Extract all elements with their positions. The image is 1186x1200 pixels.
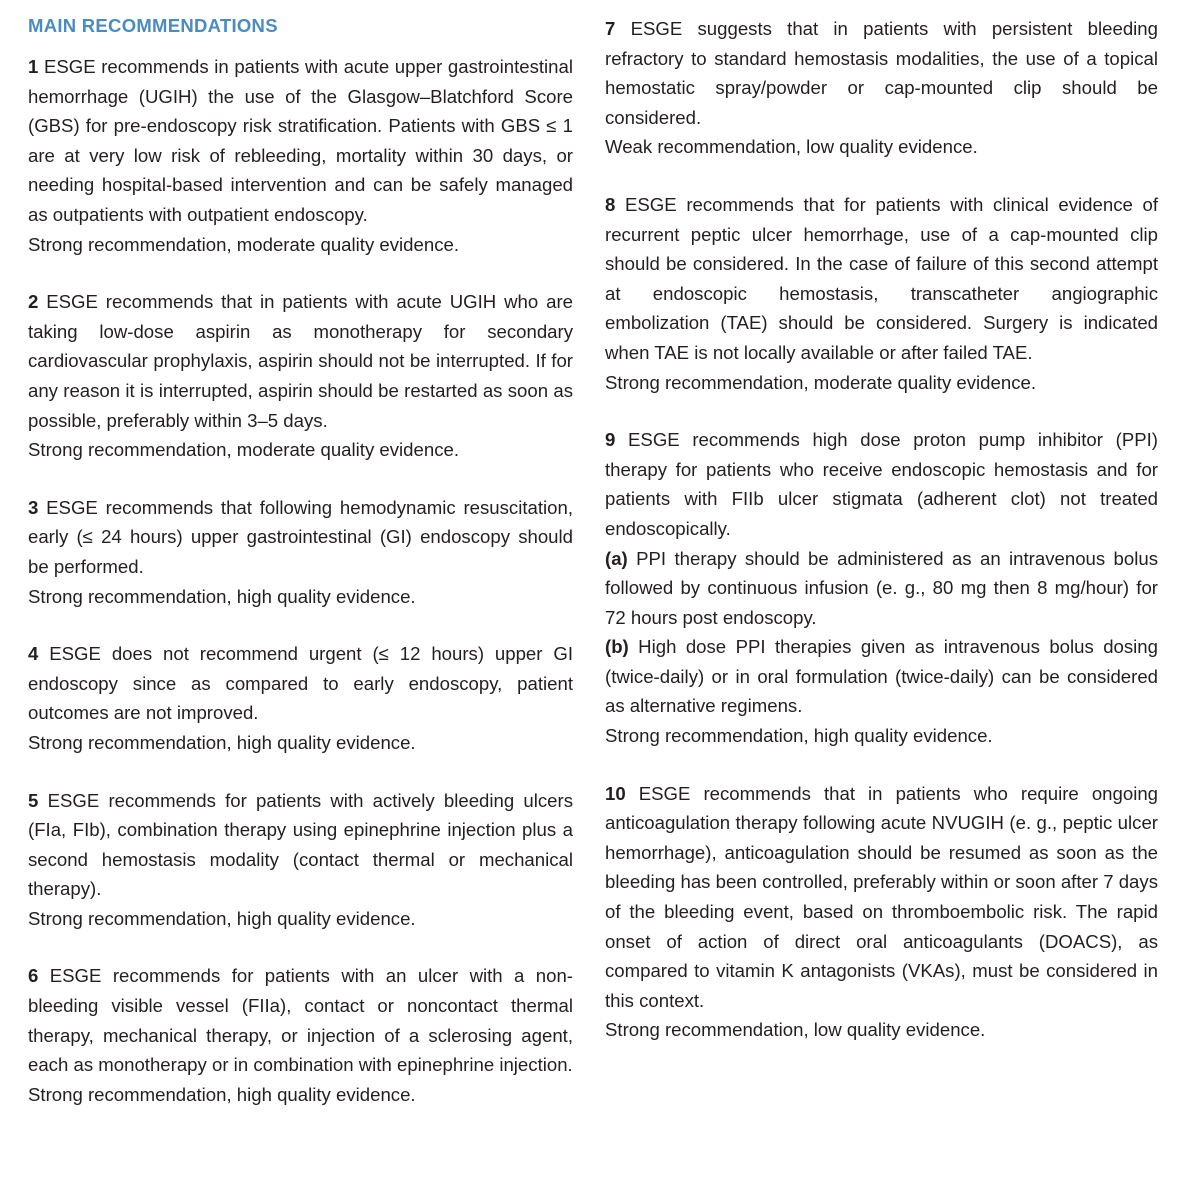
recommendation-text: ESGE recommends that following hemodynamic resuscitation, early (≤ 24 hours) upper gastrointestinal (GI) endoscopy should be performed. [28,496,573,577]
evidence-grade: Strong recommendation, high quality evidence. [28,731,416,753]
recommendation-item [605,190,1158,397]
evidence-grade: Strong recommendation, high quality evidence. [28,907,416,929]
recommendation-item [28,639,573,757]
subitem-text: PPI therapy should be administered as an intravenous bolus followed by continuous infusion (e. g., 80 mg then 8 mg/hour) for 72 hours post endoscopy. [605,547,1159,628]
recommendation-text: ESGE recommends for patients with actively bleeding ulcers (FIa, FIb), combination therapy using epinephrine injection plus a second hemostasis modality (contact thermal or mechanical therapy). [28,789,573,900]
recommendation-item [28,493,573,611]
recommendation-list-left [28,52,573,1109]
recommendation-body [605,190,1158,368]
recommendation-body [605,779,1158,1016]
recommendation-text: ESGE recommends in patients with acute upper gastrointestinal hemorrhage (UGIH) the use of the Glasgow–Blatchford Score (GBS) for pre-endoscopy risk stratification. Patients with GBS ≤ 1 are at very low risk of rebleeding, mortality within 30 days, or needing hospital-based intervention and can be safely managed as outpatients with outpatient endoscopy. [28,56,573,226]
recommendation-body [28,639,573,728]
recommendation-body [28,786,573,904]
recommendation-text: ESGE recommends for patients with an ulcer with a non-bleeding visible vessel (FIIa), contact or noncontact thermal therapy, mechanical therapy, or injection of a sclerosing agent, each as monotherapy or in combination with epinephrine injection. [28,965,573,1076]
evidence-grade: Strong recommendation, moderate quality evidence. [605,371,1036,393]
recommendation-item [28,52,573,259]
evidence-grade: Strong recommendation, high quality evidence. [28,1083,416,1105]
recommendation-number: 8 [605,193,616,215]
recommendation-body [28,961,573,1079]
two-column-layout [28,14,1158,1200]
evidence-grade: Strong recommendation, moderate quality evidence. [28,233,459,255]
recommendation-text: ESGE recommends that in patients who require ongoing anticoagulation therapy following acute NVUGIH (e. g., peptic ulcer hemorrhage), anticoagulation should be resumed as soon as the bleeding has been controlled, preferably within or soon after 7 days of the bleeding event, based on thromboembolic risk. The rapid onset of action of direct oral anticoagulants (DOACS), as compared to vitamin K antagonists (VKAs), must be considered in this context. [605,782,1159,1011]
recommendation-text: ESGE recommends that in patients with acute UGIH who are taking low-dose aspirin as monotherapy for secondary cardiovascular prophylaxis, aspirin should not be interrupted. If for any reason it is interrupted, aspirin should be restarted as soon as possible, preferably within 3–5 days. [28,291,573,431]
recommendation-text: ESGE recommends that for patients with clinical evidence of recurrent peptic ulcer hemorrhage, use of a cap-mounted clip should be considered. In the case of failure of this second attempt at endoscopic hemostasis, transcatheter angiographic embolization (TAE) should be considered. Surgery is indicated when TAE is not locally available or after failed TAE. [605,193,1158,363]
recommendation-text: ESGE does not recommend urgent (≤ 12 hours) upper GI endoscopy since as compared to early endoscopy, patient outcomes are not improved. [28,643,573,724]
recommendation-list-right [605,14,1158,1045]
recommendation-text: ESGE recommends high dose proton pump inhibitor (PPI) therapy for patients who receive endoscopic hemostasis and for patients with FIIb ulcer stigmata (adherent clot) not treated endoscopically. [605,429,1158,539]
recommendation-item [605,14,1158,162]
page-title: MAIN RECOMMENDATIONS [28,15,278,36]
recommendation-number: 10 [605,782,626,804]
recommendation-item [28,961,573,1109]
subitem-label: (b) [605,636,629,658]
recommendation-item [28,786,573,934]
recommendation-number: 6 [28,965,39,987]
recommendation-subitem [605,632,1158,721]
recommendation-body [28,493,573,582]
recommendation-body [28,287,573,435]
recommendation-item [605,425,1158,751]
recommendation-subitem [605,544,1158,633]
recommendation-number: 4 [28,643,39,665]
recommendation-number: 9 [605,429,616,451]
recommendation-body [605,425,1158,543]
recommendation-number: 3 [28,496,39,518]
evidence-grade: Strong recommendation, high quality evidence. [28,585,416,607]
recommendation-number: 2 [28,291,39,313]
recommendation-item [28,287,573,465]
evidence-grade: Strong recommendation, low quality evidence. [605,1019,986,1041]
column-right [605,14,1158,1045]
recommendation-body [28,52,573,230]
recommendation-number: 5 [28,789,39,811]
subitem-text: High dose PPI therapies given as intravenous bolus dosing (twice-daily) or in oral formulation (twice-daily) can be considered as alternative regimens. [605,636,1158,717]
recommendation-item [605,779,1158,1045]
evidence-grade: Strong recommendation, moderate quality evidence. [28,439,459,461]
evidence-grade: Weak recommendation, low quality evidence. [605,136,978,158]
column-left [28,14,573,1109]
recommendation-text: ESGE suggests that in patients with persistent bleeding refractory to standard hemostasis modalities, the use of a topical hemostatic spray/powder or cap-mounted clip should be considered. [605,18,1158,128]
evidence-grade: Strong recommendation, high quality evidence. [605,725,993,747]
recommendation-body [605,14,1158,132]
subitem-label: (a) [605,547,628,569]
recommendation-number: 1 [28,56,39,78]
recommendation-number: 7 [605,18,616,39]
